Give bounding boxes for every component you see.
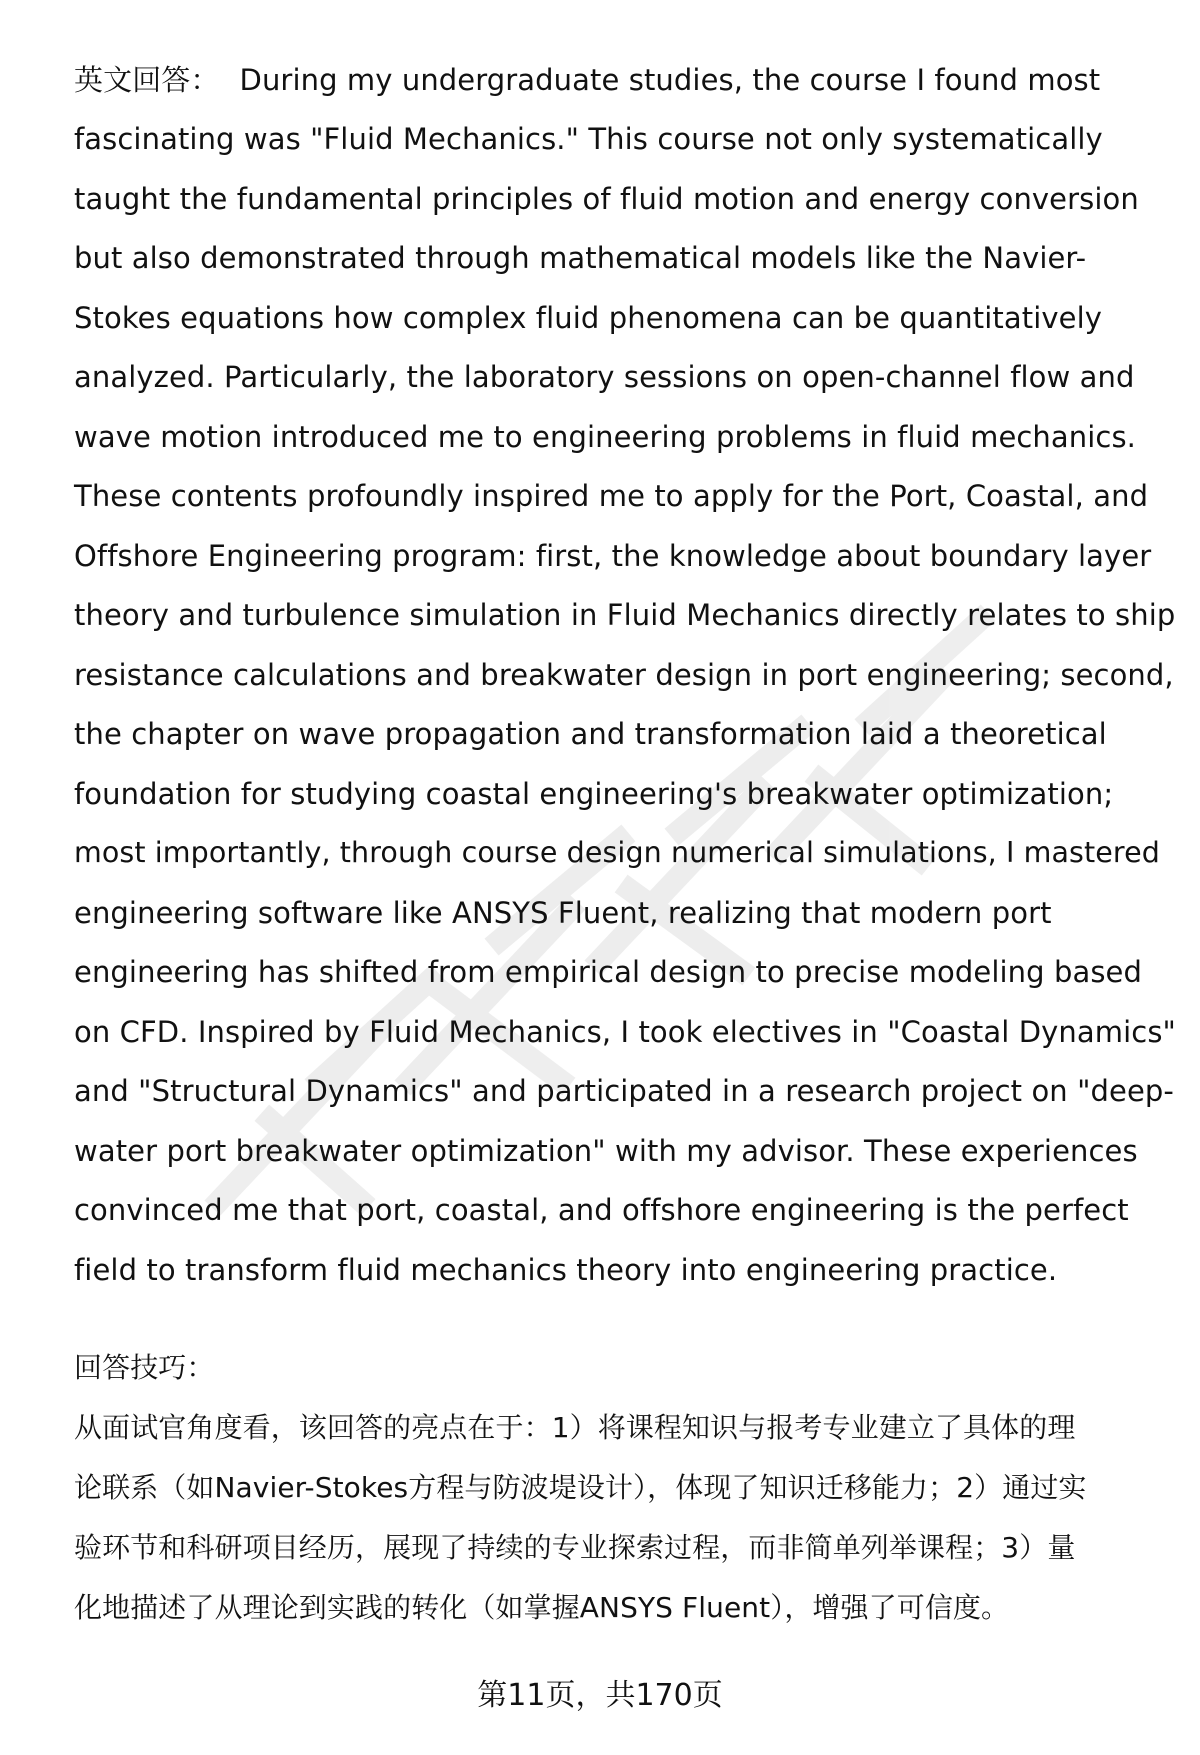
answer-text-line: fascinating was "Fluid Mechanics." This course not only systematically xyxy=(74,122,1103,156)
tips-text-line: 论联系（如Navier-Stokes方程与防波堤设计），体现了知识迁移能力；2）通过实 xyxy=(74,1471,1087,1504)
answer-text-line: Offshore Engineering program: first, the knowledge about boundary layer xyxy=(74,539,1152,573)
answer-text-line: field to transform fluid mechanics theory into engineering practice. xyxy=(74,1253,1058,1287)
tips-text-line: 从面试官角度看，该回答的亮点在于：1）将课程知识与报考专业建立了具体的理 xyxy=(74,1411,1076,1444)
tips-text-line: 验环节和科研项目经历，展现了持续的专业探索过程，而非简单列举课程；3）量 xyxy=(74,1531,1076,1564)
answer-text-line: wave motion introduced me to engineering problems in fluid mechanics. xyxy=(74,420,1136,454)
answer-text-line: taught the fundamental principles of fluid motion and energy conversion xyxy=(74,182,1139,216)
tips-heading: 回答技巧： xyxy=(74,1351,215,1384)
page-number: 第11页，共170页 xyxy=(477,1678,723,1713)
answer-text-line: resistance calculations and breakwater design in port engineering; second, xyxy=(74,658,1174,692)
answer-text-line: Stokes equations how complex fluid phenomena can be quantitatively xyxy=(74,301,1102,335)
answer-text-line: most importantly, through course design numerical simulations, I mastered xyxy=(74,836,1160,869)
answer-text-line: During my undergraduate studies, the course I found most xyxy=(239,63,1101,97)
answer-text-line: These contents profoundly inspired me to apply for the Port, Coastal, and xyxy=(74,479,1149,513)
answer-text-line: foundation for studying coastal engineering's breakwater optimization; xyxy=(74,777,1114,811)
answer-text-line: and "Structural Dynamics" and participated in a research project on "deep- xyxy=(74,1074,1174,1108)
answer-text-line: convinced me that port, coastal, and offshore engineering is the perfect xyxy=(74,1193,1129,1227)
answer-text-line: water port breakwater optimization" with my advisor. These experiences xyxy=(74,1134,1138,1168)
answer-label: 英文回答： xyxy=(74,63,220,97)
answer-text-line: analyzed. Particularly, the laboratory sessions on open-channel flow and xyxy=(74,360,1135,394)
answer-line-1 xyxy=(74,60,1100,100)
answer-text-line: theory and turbulence simulation in Fluid Mechanics directly relates to ship xyxy=(74,598,1176,632)
answer-text-line: on CFD. Inspired by Fluid Mechanics, I took electives in "Coastal Dynamics" xyxy=(74,1015,1176,1049)
answer-text-line: engineering software like ANSYS Fluent, realizing that modern port xyxy=(74,896,1052,930)
answer-text-line: engineering has shifted from empirical design to precise modeling based xyxy=(74,955,1142,989)
answer-text-line: but also demonstrated through mathematical models like the Navier- xyxy=(74,241,1087,275)
tips-text-line: 化地描述了从理论到实践的转化（如掌握ANSYS Fluent），增强了可信度。 xyxy=(74,1591,1010,1624)
answer-text-line: the chapter on wave propagation and transformation laid a theoretical xyxy=(74,717,1107,751)
